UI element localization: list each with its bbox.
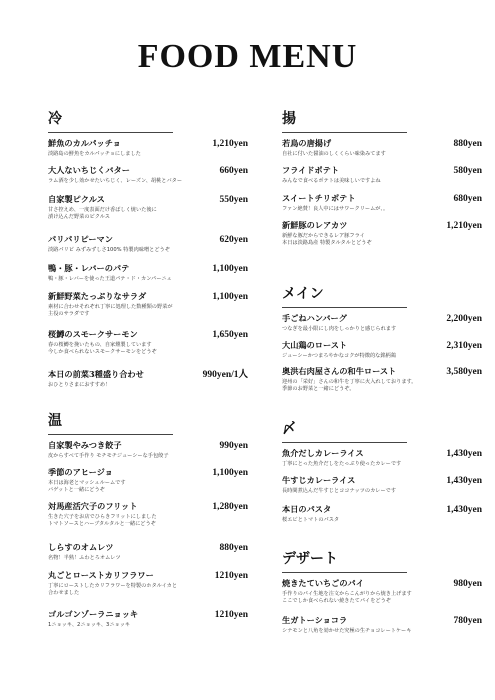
menu-item-name: 季節のアヒージョ (48, 467, 113, 477)
menu-item-name: 焼きたていちごのパイ (282, 578, 364, 588)
menu-item-price: 1,430yen (446, 476, 482, 486)
menu-item-row (48, 570, 248, 581)
section-heading-cold: 冷 (48, 108, 173, 133)
menu-item-name: 奥洪右肉屋さんの和牛ロースト (282, 366, 397, 376)
menu-item-description: みんなで食べるポテトは美味しいですよね (282, 178, 381, 184)
section-fried (282, 108, 482, 246)
section-heading-shime: 〆 (282, 418, 407, 443)
menu-item-row (282, 366, 482, 377)
menu-item (282, 313, 482, 333)
section-cold (48, 108, 248, 388)
section-warm (48, 410, 248, 628)
section-main (282, 283, 482, 392)
menu-item-row (282, 193, 482, 204)
menu-item-name: 鴨・豚・レバーのパテ (48, 263, 130, 273)
menu-item-row (48, 366, 248, 380)
menu-item (48, 440, 248, 460)
menu-item-description: シナモンと八角を効かせた究極の生チョコレートケーキ (282, 628, 412, 634)
menu-item-price: 580yen (453, 166, 482, 176)
menu-item-price: 1210yen (214, 610, 248, 620)
menu-item (48, 570, 248, 597)
menu-item-description: 桜エビとトマトのパスタ (282, 517, 340, 523)
menu-item-description: 生きた穴子をお店でひらきフリットにしました トマトソースとハーブタルタルと一緒にどうぞ (48, 514, 157, 527)
menu-item (48, 234, 248, 254)
menu-item-row (282, 475, 482, 486)
menu-item-description: 新鮮な豚だからできるレア豚フライ 本日は淡路島産 特製タルタルとどうぞ (282, 233, 372, 246)
menu-item (282, 193, 482, 213)
menu-item-name: スイートチリポテト (282, 193, 356, 203)
menu-item-name: フライドポテト (282, 165, 340, 175)
menu-item-row (282, 340, 482, 351)
menu-item-name: 桜鱒のスモークサーモン (48, 329, 138, 339)
menu-item-price: 1,430yen (446, 505, 482, 515)
menu-item-price: 1,210yen (212, 139, 248, 149)
menu-item (48, 291, 248, 318)
menu-item (282, 138, 482, 158)
menu-item-description: 長時間煮込んだ牛すじとココナッツのカレーです (282, 488, 397, 494)
menu-item-row (282, 313, 482, 324)
menu-item-price: 550yen (219, 195, 248, 205)
menu-item-description: ジューシーかつまろやかなコクが特徴的な銘柄鶏 (282, 353, 396, 359)
menu-item-name: ゴルゴンゾーラニョッキ (48, 609, 139, 619)
menu-item-row (48, 263, 248, 274)
menu-item-row (282, 448, 482, 459)
menu-item-name: 自家製ピクルス (48, 194, 105, 204)
menu-item-name: しらすのオムレツ (48, 542, 114, 552)
menu-item (48, 263, 248, 283)
menu-item-name: 大山鶏のロースト (282, 340, 348, 350)
menu-item-price: 1,100yen (212, 264, 248, 274)
menu-item-row (282, 138, 482, 149)
menu-item-description: 本日は海老とマッシュルームです バゲットと一緒にどうぞ (48, 480, 126, 493)
menu-item-name: 新鮮豚のレアカツ (282, 220, 348, 230)
menu-item-row (48, 291, 248, 302)
menu-item-description: 名物！半熟！ふわとろオムレツ (48, 555, 121, 561)
menu-item-row (48, 234, 248, 245)
menu-item-name: 対馬産活穴子のフリット (48, 501, 138, 511)
menu-item-name: 魚介だしカレーライス (282, 448, 364, 458)
menu-item-row (48, 542, 248, 553)
section-heading-main: メイン (282, 283, 407, 308)
menu-item-description: 鴨・豚・レバーを使った王道パテ・ド・カンパーニュ (48, 276, 172, 282)
menu-item (282, 615, 482, 635)
menu-item-description: ファン絶賛！良人中にはサワークリームが、。 (282, 206, 389, 212)
menu-item-row (48, 165, 248, 176)
menu-item-price: 1,650yen (212, 330, 248, 340)
menu-item-price: 3,580yen (446, 367, 482, 377)
menu-item-name: 本日のパスタ (282, 504, 332, 514)
menu-item-price: 990yen/1人 (202, 370, 248, 380)
menu-item-description: 手作りのパイ生地を注文からこんがりから焼き上げます ここでしか食べられない焼きたてパイをどうぞ (282, 591, 412, 604)
menu-item-name: 手ごねハンバーグ (282, 313, 347, 323)
menu-item-price: 1,280yen (212, 502, 248, 512)
menu-item (282, 220, 482, 247)
menu-item-description: 1ニョッキ、2ニョッキ、3ニョッキ (48, 622, 131, 628)
menu-item-description: 春の桜鱒を挽いたもの、自家燻製しています 今しか食べられないスモークサーモンをどうぞ (48, 342, 157, 355)
menu-item-name: 鮮魚のカルパッチョ (48, 138, 121, 148)
menu-item-price: 990yen (219, 441, 248, 451)
menu-item-row (48, 467, 248, 478)
menu-item-price: 1,100yen (212, 468, 248, 478)
section-dessert (282, 548, 482, 634)
menu-item-row (282, 504, 482, 515)
menu-item-name: 丸ごとローストカリフラワー (48, 570, 154, 580)
menu-title: FOOD MENU (137, 38, 358, 75)
menu-item-description: 皮からすべて手作り モチモチジューシーな手包餃子 (48, 453, 169, 459)
menu-item-name: パリパリピーマン (48, 234, 113, 244)
menu-item-price: 680yen (453, 194, 482, 204)
menu-item-name: 若鳥の唐揚げ (282, 138, 332, 148)
menu-item (282, 504, 482, 524)
menu-item-row (282, 165, 482, 176)
menu-item-description: 自社に付いた醤油のしくくらい味染みてます (282, 151, 386, 157)
menu-item (282, 475, 482, 495)
menu-item-name: 自家製やみつき餃子 (48, 440, 122, 450)
menu-item-row (48, 609, 248, 620)
menu-item-description: 丁寧にローストしたカリフラワーを特製のホタルイカと 合わせました (48, 583, 178, 596)
menu-item-price: 880yen (219, 543, 248, 553)
menu-item-price: 2,200yen (446, 314, 482, 324)
menu-item-name: 本日の前菜3種盛り合わせ (48, 369, 144, 379)
section-heading-fried: 揚 (282, 108, 407, 133)
menu-item-name: 生ガトーショコラ (282, 615, 348, 625)
menu-item-price: 1,100yen (212, 292, 248, 302)
menu-item-row (48, 501, 248, 512)
menu-item-name: 牛すじカレーライス (282, 475, 356, 485)
menu-item (48, 329, 248, 356)
menu-item-price: 1,430yen (446, 449, 482, 459)
menu-item (282, 165, 482, 185)
menu-item-price: 880yen (453, 139, 482, 149)
menu-item (282, 578, 482, 605)
menu-item (48, 138, 248, 158)
menu-item-price: 620yen (219, 235, 248, 245)
menu-item (48, 366, 248, 389)
menu-item (282, 448, 482, 468)
menu-item-name: 大人ないちじくバター (48, 165, 130, 175)
menu-item-description: 淡路島の鮮魚をカルパッチョにしました (48, 151, 141, 157)
menu-item (48, 609, 248, 629)
menu-item-row (48, 138, 248, 149)
section-heading-warm: 温 (48, 410, 173, 435)
menu-item-description: 甘さ控えめ、一度表面だけ香ばしく焼いた後に 漬け込んだ野菜のピクルス (48, 207, 157, 220)
menu-item-name: 新鮮野菜たっぷりなサラダ (48, 291, 147, 301)
menu-item-price: 660yen (219, 166, 248, 176)
menu-item-row (48, 440, 248, 451)
section-shime (282, 418, 482, 523)
menu-item-row (48, 329, 248, 340)
menu-item-description: おひとりさまにおすすめ！ (48, 382, 111, 388)
menu-item-price: 1,210yen (446, 221, 482, 231)
menu-item (282, 340, 482, 360)
menu-item-price: 2,310yen (446, 341, 482, 351)
menu-item-description: 淡路パリピ みずみずしさ100% 特製肉味噌とどうぞ (48, 247, 170, 253)
menu-item (48, 542, 248, 562)
menu-item (48, 501, 248, 528)
menu-item (48, 165, 248, 185)
menu-item-price: 780yen (453, 616, 482, 626)
menu-item-description: 素材に合わせそれぞれ丁寧に処理した数種類の野菜が 主役のサラダです (48, 304, 173, 317)
menu-item (48, 194, 248, 221)
menu-item (48, 467, 248, 494)
menu-item-row (282, 220, 482, 231)
menu-item (282, 366, 482, 393)
menu-item-row (282, 615, 482, 626)
menu-item-row (282, 578, 482, 589)
menu-item-description: 丁寧にとった魚介だしをたっぷり使ったカレーです (282, 461, 402, 467)
section-heading-dessert: デザート (282, 548, 407, 573)
menu-item-price: 980yen (453, 579, 482, 589)
menu-item-description: つなぎを最小限にし肉をしっかりと感じられます (282, 326, 397, 332)
menu-item-description: 迎州の「栄好」さんの和牛を丁寧に火入れしております。 季節のお野菜と一緒にどうぞ。 (282, 379, 417, 392)
menu-item-row (48, 194, 248, 205)
menu-item-price: 1210yen (214, 571, 248, 581)
menu-item-description: ラム酒を少し効かせたいちじく、レーズン、胡桃とバター (48, 178, 183, 184)
